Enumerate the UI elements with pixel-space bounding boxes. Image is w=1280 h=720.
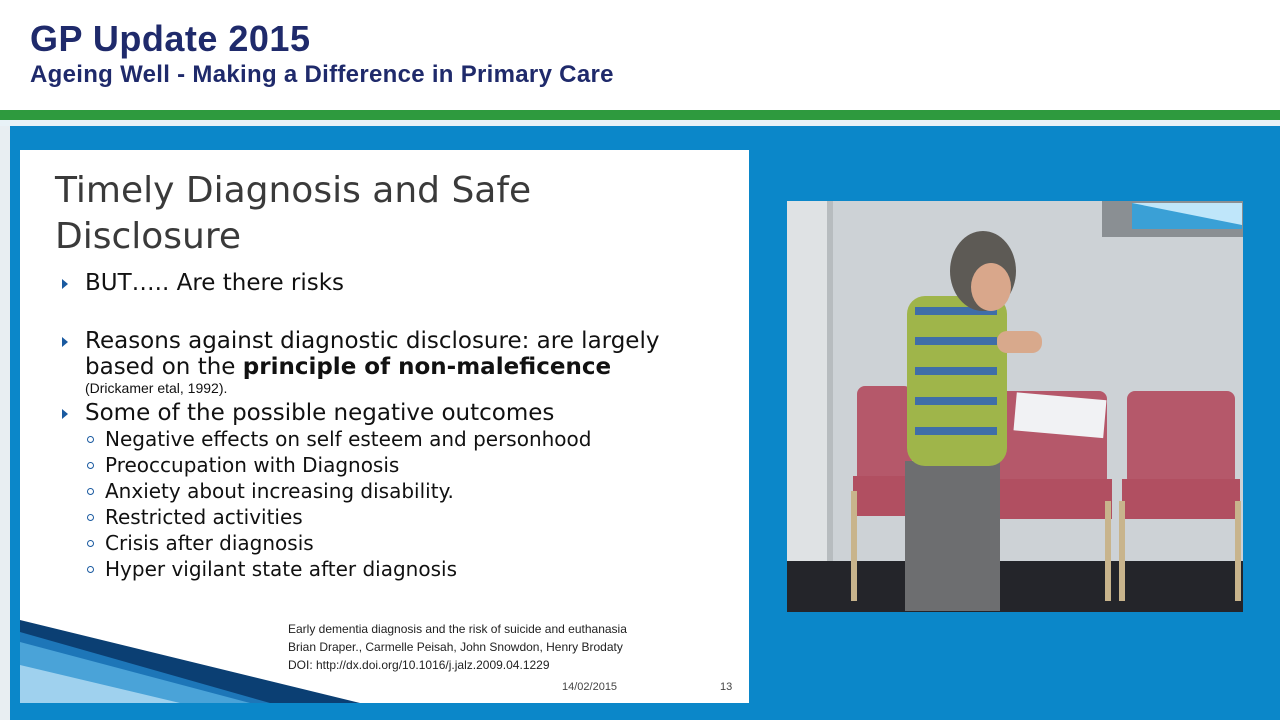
- bullet-text: Some of the possible negative outcomes: [85, 400, 555, 426]
- slide-title: [55, 168, 615, 260]
- presentation-title: GP Update 2015: [30, 18, 311, 59]
- bullet-outcomes: [62, 400, 742, 426]
- bullet-reasons: [62, 328, 742, 380]
- header: [0, 0, 1280, 110]
- sub-bullet: Crisis after diagnosis: [62, 530, 742, 556]
- ring-bullet-icon: [87, 514, 94, 521]
- citation: (Drickamer etal, 1992).: [85, 380, 228, 396]
- slide: [20, 150, 749, 703]
- sub-bullet: Anxiety about increasing disability.: [62, 478, 742, 504]
- ring-bullet-icon: [87, 488, 94, 495]
- reference-doi: DOI: http://dx.doi.org/10.1016/j.jalz.2009.04.1229: [288, 658, 550, 672]
- stage-edge: [0, 126, 10, 720]
- sub-bullet: Hyper vigilant state after diagnosis: [62, 556, 742, 582]
- slide-date: 14/02/2015: [562, 681, 618, 693]
- slide-title-line-1: Timely Diagnosis and Safe: [55, 170, 532, 211]
- speaker-video: [787, 201, 1243, 612]
- bullet-text: Reasons against diagnostic disclosure: are largely: [85, 328, 660, 354]
- bullet-bold-text: principle of non-maleficence: [242, 354, 612, 380]
- sub-bullet: Negative effects on self esteem and personhood: [62, 426, 742, 452]
- sub-bullet: Restricted activities: [62, 504, 742, 530]
- slide-number: 13: [720, 681, 733, 693]
- ring-bullet-icon: [87, 540, 94, 547]
- ring-bullet-icon: [87, 566, 94, 573]
- arrow-bullet-icon: [62, 337, 68, 347]
- reference-line: Brian Draper., Carmelle Peisah, John Snowdon, Henry Brodaty: [288, 640, 623, 654]
- arrow-bullet-icon: [62, 409, 68, 419]
- reference: [288, 620, 627, 674]
- ring-bullet-icon: [87, 436, 94, 443]
- reference-line: Early dementia diagnosis and the risk of suicide and euthanasia: [288, 622, 627, 636]
- bullet-text: BUT….. Are there risks: [85, 270, 345, 296]
- ring-bullet-icon: [87, 462, 94, 469]
- bullet-text: based on the: [85, 354, 243, 380]
- bullet-risks: [62, 270, 742, 296]
- header-divider: [0, 110, 1280, 120]
- bullet-list: [62, 270, 742, 582]
- slide-title-line-2: Disclosure: [55, 216, 242, 257]
- presentation-subtitle: Ageing Well - Making a Difference in Primary Care: [30, 61, 614, 88]
- arrow-bullet-icon: [62, 279, 68, 289]
- speaker-video-frame: [787, 201, 1243, 612]
- sub-bullet: Preoccupation with Diagnosis: [62, 452, 742, 478]
